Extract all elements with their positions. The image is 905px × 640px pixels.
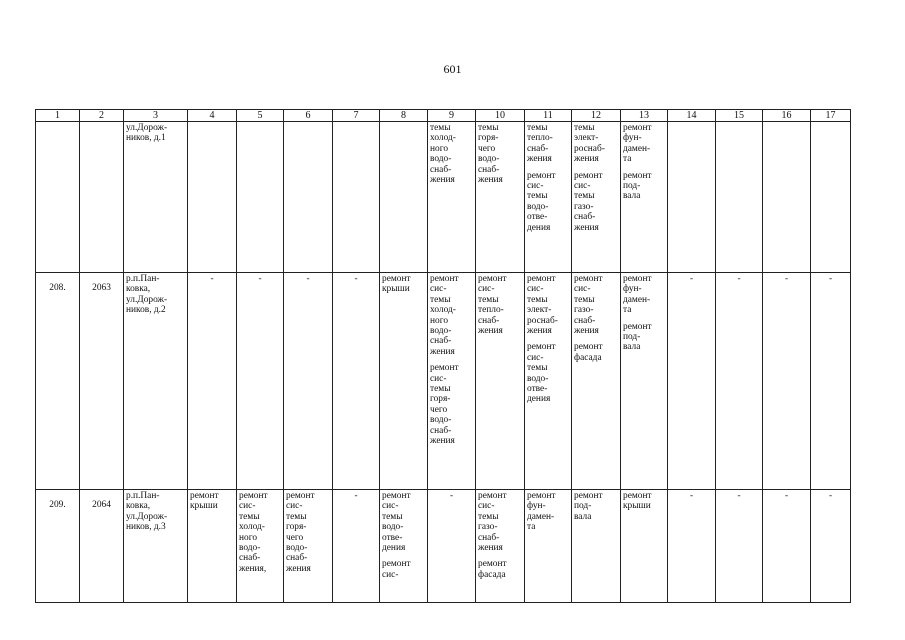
column-number: 9 [428,110,476,122]
table-cell [763,122,811,273]
table-cell [763,273,811,490]
column-number: 4 [188,110,237,122]
cell-text: ремонт сис- темы горя- чего водо- снаб- жения [430,363,459,447]
cell-text: - [306,274,310,284]
table-cell [572,273,621,490]
table-cell [811,273,851,490]
table-cell [621,273,668,490]
cell-text: - [737,274,741,284]
column-number: 14 [668,110,716,122]
cell-text: ремонт крыши [190,491,219,512]
table-cell [811,122,851,273]
works-table [35,109,851,603]
table-cell [36,490,80,603]
table-cell [668,122,716,273]
table-cell [36,122,80,273]
cell-text: - [210,274,214,284]
table-cell [621,122,668,273]
table-cell [428,273,476,490]
column-number: 2 [80,110,124,122]
cell-text: ремонт фасада [478,559,507,580]
cell-text: р.п.Пан- ковка, ул.Дорож- ников, д.2 [126,274,168,316]
cell-text: 2063 [92,283,111,293]
cell-text: ремонт сис- темы водо- отве- дения [527,342,556,405]
table-cell [476,273,525,490]
table-cell [476,122,525,273]
cell-text: ремонт сис- темы газо- снаб- жения [574,274,603,337]
column-number: 17 [811,110,851,122]
column-number: 11 [525,110,572,122]
cell-text: ремонт крыши [623,491,652,512]
table-cell [572,490,621,603]
cell-text: ремонт сис- [382,559,411,580]
cell-text: - [354,274,358,284]
table-cell [525,273,572,490]
table-cell [380,490,428,603]
table-cell [124,122,188,273]
page-number: 601 [443,62,462,76]
table-cell [188,490,237,603]
cell-text: - [449,491,454,501]
cell-text: ремонт фун- дамен- та [527,491,556,533]
cell-text: темы холод- ного водо- снаб- жения [430,123,456,186]
table-cell [716,273,763,490]
column-number: 15 [716,110,763,122]
cell-text: р.п.Пан- ковка, ул.Дорож- ников, д.3 [126,491,168,533]
cell-text: - [689,491,694,501]
cell-text: - [354,491,358,501]
header-row [36,110,851,122]
column-number: 7 [333,110,380,122]
table-cell [428,490,476,603]
cell-text: ремонт под- вала [623,321,652,353]
cell-text: темы тепло- снаб- жения [527,123,553,165]
cell-text: - [737,491,741,501]
cell-text: ремонт сис- темы водо- отве- дения [527,170,556,233]
table-cell [525,122,572,273]
cell-text: - [784,491,789,501]
column-number: 10 [476,110,525,122]
table-cell [525,490,572,603]
table-cell [80,273,124,490]
table-cell [380,122,428,273]
table-cell [284,490,333,603]
cell-text: ремонт под- вала [623,170,652,202]
table-cell [284,273,333,490]
table-cell [284,122,333,273]
column-number: 16 [763,110,811,122]
table-cell [716,122,763,273]
table-cell [428,122,476,273]
table-cell [333,490,380,603]
table-cell [763,490,811,603]
cell-text: - [258,274,262,284]
cell-text: - [784,274,789,284]
cell-text: ремонт сис- темы горя- чего водо- снаб- жения [286,491,315,574]
column-number: 13 [621,110,668,122]
cell-text: ремонт сис- темы тепло- снаб- жения [478,274,507,337]
table-cell [80,122,124,273]
table-cell [668,490,716,603]
column-number: 1 [36,110,80,122]
cell-text: 2064 [92,500,111,510]
cell-text: 208. [49,283,66,293]
table-cell [188,122,237,273]
table-cell [237,122,284,273]
table-cell [124,490,188,603]
cell-text: темы элект- роснаб- жения [574,123,605,165]
table-cell [476,490,525,603]
cell-text: 209. [49,500,66,510]
table-cell [572,122,621,273]
table-cell [237,490,284,603]
table-cell [237,273,284,490]
cell-text: ремонт сис- темы холод- ного водо- снаб- жения, [239,491,268,574]
table-cell [333,122,380,273]
table-cell [80,490,124,603]
cell-text: ремонт сис- темы водо- отве- дения [382,491,411,554]
cell-text: ремонт фун- дамен- та [623,274,652,316]
table-cell [333,273,380,490]
table-row [36,122,851,273]
column-number: 5 [237,110,284,122]
cell-text: - [689,274,694,284]
table-row [36,273,851,490]
cell-text: ремонт сис- темы элект- роснаб- жения [527,274,558,337]
table-cell [716,490,763,603]
column-number: 6 [284,110,333,122]
table-cell [36,273,80,490]
cell-text: ремонт сис- темы газо- снаб- жения [478,491,507,554]
cell-text: ремонт сис- темы газо- снаб- жения [574,170,603,233]
cell-text: - [828,274,833,284]
table-row [36,490,851,603]
table-cell [668,273,716,490]
table-cell [621,490,668,603]
cell-text: ремонт под- вала [574,491,603,522]
cell-text: ул.Дорож- ников, д.1 [126,123,168,144]
table-cell [188,273,237,490]
column-number: 3 [124,110,188,122]
column-number: 12 [572,110,621,122]
cell-text: - [828,491,833,501]
table-cell [380,273,428,490]
table-cell [811,490,851,603]
cell-text: темы горя- чего водо- снаб- жения [478,123,503,186]
cell-text: ремонт сис- темы холод- ного водо- снаб- жения [430,274,459,357]
column-number: 8 [380,110,428,122]
cell-text: ремонт фасада [574,342,603,363]
table-cell [124,273,188,490]
cell-text: ремонт крыши [382,274,411,295]
cell-text: ремонт фун- дамен- та [623,123,652,165]
